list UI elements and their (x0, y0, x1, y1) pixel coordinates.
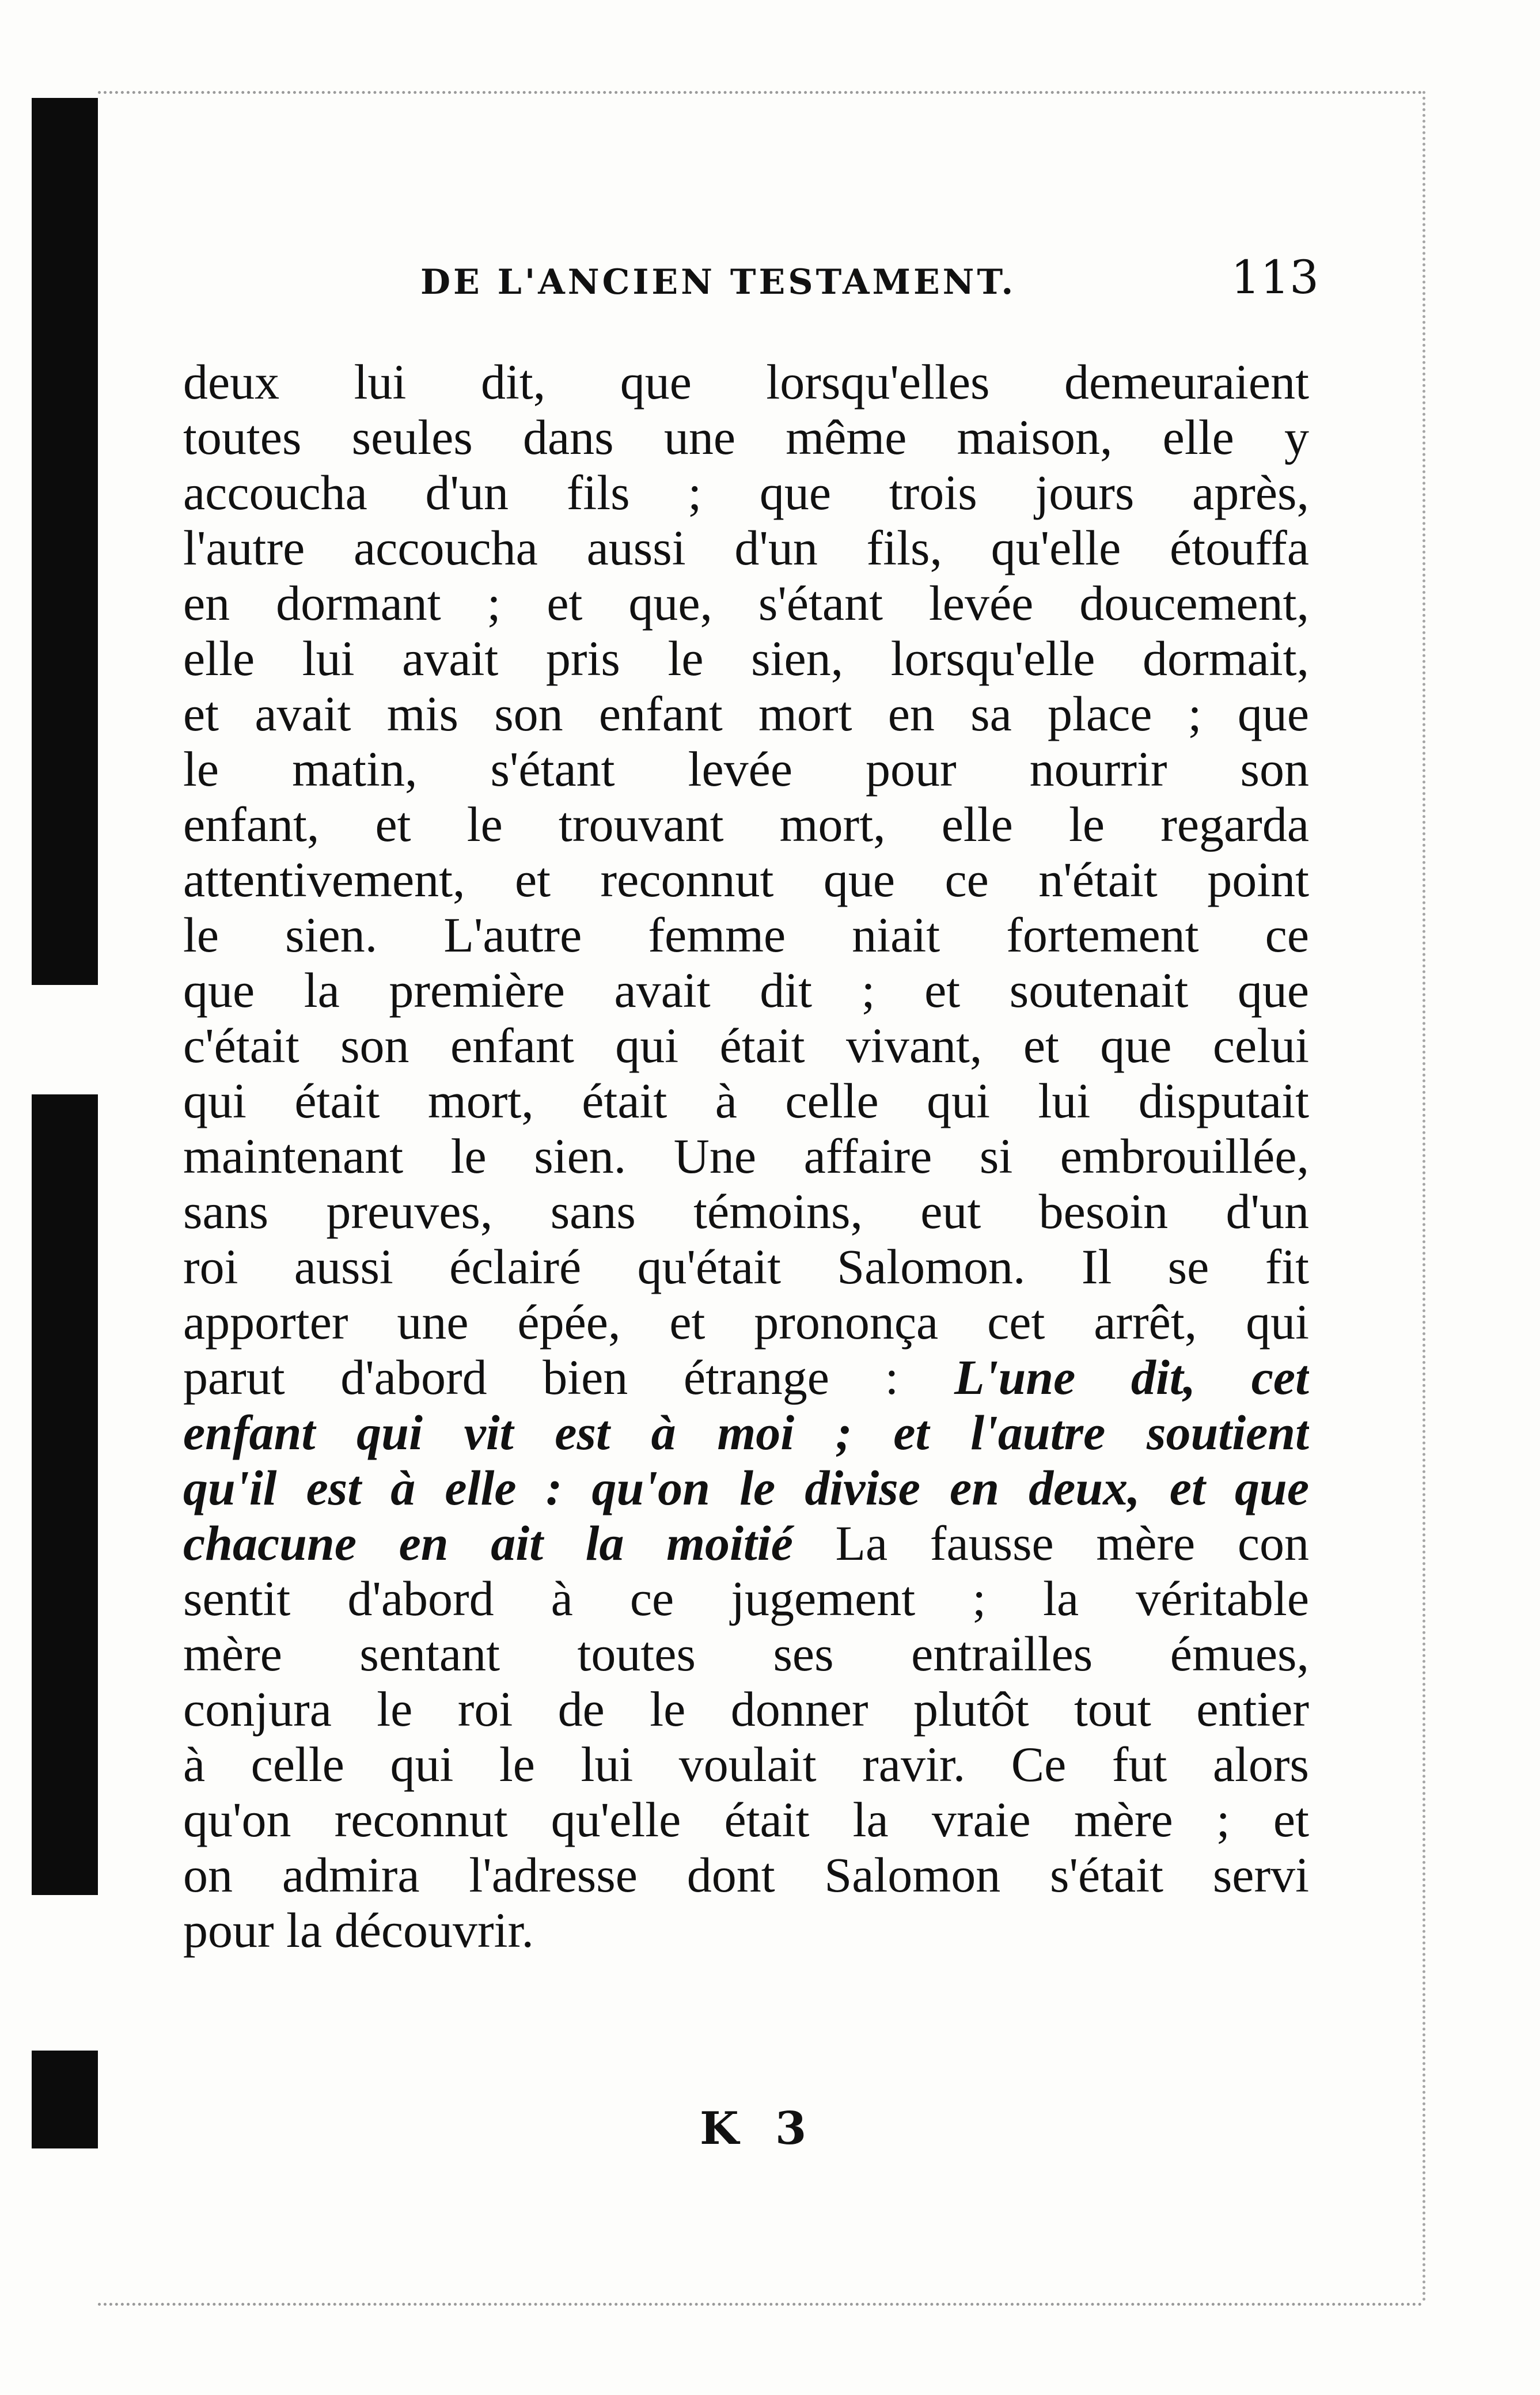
text-line: le sien. L'autre femme niait fortement ce (183, 907, 1309, 962)
text-line: qu'on reconnut qu'elle était la vraie mère ; et (183, 1792, 1309, 1847)
text-line: c'était son enfant qui était vivant, et que celui (183, 1018, 1309, 1073)
text-line: sentit d'abord à ce jugement ; la véritable (183, 1571, 1309, 1626)
binding-bar (32, 98, 98, 985)
signature-mark: K 3 (700, 2102, 817, 2155)
text-line: à celle qui le lui voulait ravir. Ce fut alors (183, 1737, 1309, 1792)
text-line: le matin, s'étant levée pour nourrir son (183, 741, 1309, 797)
text-line: en dormant ; et que, s'étant levée doucement, (183, 575, 1309, 631)
text-line: l'autre accoucha aussi d'un fils, qu'elle étouffa (183, 520, 1309, 575)
text-line: pour la découvrir. (183, 1903, 534, 1958)
text-line: on admira l'adresse dont Salomon s'était servi (183, 1847, 1309, 1903)
roman-span: parut d'abord bien étrange : (183, 1350, 955, 1405)
binding-shadow (0, 0, 101, 2395)
text-line: enfant, et le trouvant mort, elle le regarda (183, 797, 1309, 852)
running-title: DE L'ANCIEN TESTAMENT. (420, 262, 1016, 302)
text-line: et avait mis son enfant mort en sa place ; que (183, 686, 1309, 741)
text-line: qui était mort, était à celle qui lui disputait (183, 1073, 1309, 1128)
text-line: accoucha d'un fils ; que trois jours après, (183, 465, 1309, 520)
text-line: apporter une épée, et prononça cet arrêt, qui (183, 1294, 1309, 1350)
italic-span: L'une dit, cet (954, 1350, 1309, 1405)
text-line: attentivement, et reconnut que ce n'était point (183, 852, 1309, 907)
text-line-mixed (183, 1350, 1309, 1405)
roman-span: La fausse mère con (792, 1515, 1309, 1571)
italic-line: qu'il est à elle : qu'on le divise en deux, et que (183, 1460, 1309, 1515)
page-edge-bottom (98, 2303, 1423, 2306)
binding-bar (32, 1094, 98, 1895)
page-edge-top (98, 91, 1423, 94)
text-line: deux lui dit, que lorsqu'elles demeuraient (183, 354, 1309, 410)
text-line: maintenant le sien. Une affaire si embrouillée, (183, 1128, 1309, 1184)
page-edge-right (1423, 91, 1425, 2303)
page-number: 113 (1231, 251, 1319, 304)
italic-span: chacune en ait la moitié (183, 1515, 793, 1571)
body-text (183, 354, 1309, 1958)
page-header (190, 245, 1319, 308)
text-line: elle lui avait pris le sien, lorsqu'elle dormait, (183, 631, 1309, 686)
text-line: conjura le roi de le donner plutôt tout entier (183, 1681, 1309, 1737)
text-line: que la première avait dit ; et soutenait que (183, 962, 1309, 1018)
italic-line: enfant qui vit est à moi ; et l'autre soutient (183, 1405, 1309, 1460)
text-line: mère sentant toutes ses entrailles émues, (183, 1626, 1309, 1681)
text-line-mixed (183, 1515, 1309, 1571)
text-line: toutes seules dans une même maison, elle y (183, 410, 1309, 465)
text-line: roi aussi éclairé qu'était Salomon. Il se fit (183, 1239, 1309, 1294)
binding-bar (32, 2051, 98, 2148)
text-line: sans preuves, sans témoins, eut besoin d'un (183, 1184, 1309, 1239)
